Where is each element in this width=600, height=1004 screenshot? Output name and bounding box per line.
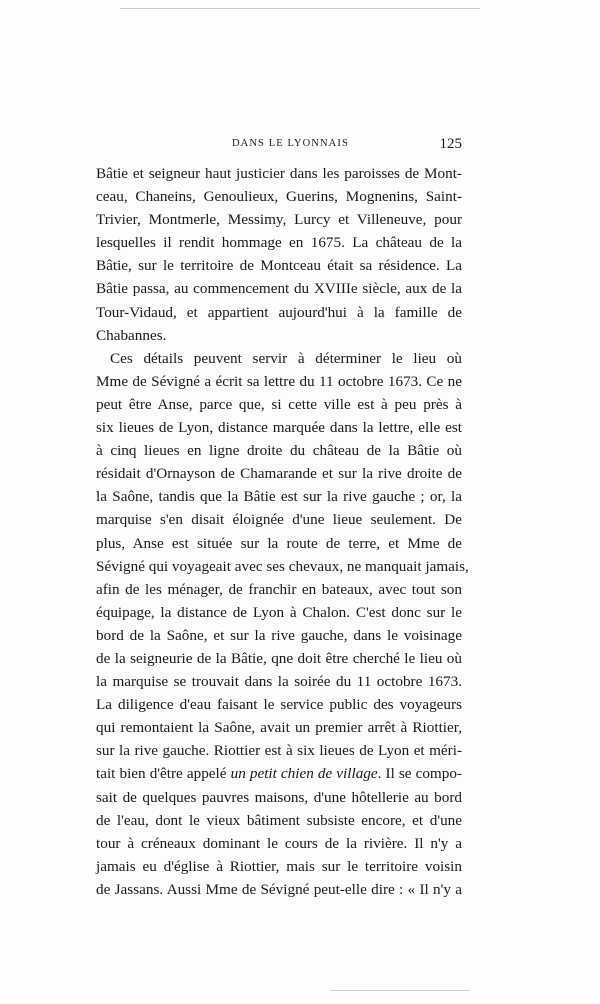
text-line: Bâtie, sur le territoire de Montceau était sa résidence. La: [96, 257, 462, 275]
text-line: ceau, Chaneins, Genoulieux, Guerins, Mognenins, Saint-: [96, 188, 462, 206]
text-line: de l'eau, dont le vieux bâtiment subsiste encore, et d'une: [96, 811, 462, 829]
running-head: [96, 136, 462, 156]
text-line: Ces détails peuvent servir à déterminer le lieu où: [110, 349, 462, 367]
text-line: de la seigneurie de la Bâtie, qne doit être cherché le lieu où: [96, 649, 462, 667]
text-line: bord de la Saône, et sur la rive gauche, dans le voisinage: [96, 626, 462, 644]
scan-edge-bottom: [330, 990, 470, 991]
text-line: la marquise se trouvait dans la soirée du 11 octobre 1673.: [96, 673, 462, 691]
text-line: peut être Anse, parce que, si cette ville est à peu près à: [96, 395, 462, 413]
text-line: résidait d'Ornayson de Chamarande et sur la rive droite de: [96, 465, 462, 483]
text-line: qui remontaient la Saône, avait un premier arrêt à Riottier,: [96, 719, 462, 737]
page-number: 125: [439, 136, 462, 152]
text-line: Tour-Vidaud, et appartient aujourd'hui à la famille de: [96, 303, 462, 321]
text-line: afin de les ménager, de franchir en bateaux, avec tout son: [96, 580, 462, 598]
text-line: Mme de Sévigné a écrit sa lettre du 11 octobre 1673. Ce ne: [96, 372, 462, 390]
text-line: La diligence d'eau faisant le service public des voyageurs: [96, 696, 462, 714]
scan-edge-top: [120, 8, 480, 9]
running-head-title: DANS LE LYONNAIS: [232, 138, 349, 149]
text-line: de Jassans. Aussi Mme de Sévigné peut-elle dire : « Il n'y a: [96, 880, 462, 898]
text-line: [96, 762, 462, 785]
text-line: équipage, la distance de Lyon à Chalon. C'est donc sur le: [96, 603, 462, 621]
text-line: Sévigné qui voyageait avec ses chevaux, ne manquait jamais,: [96, 557, 469, 575]
text-span: tait bien d'être appelé: [96, 765, 227, 783]
text-line: Chabannes.: [96, 326, 167, 344]
text-line: à cinq lieues en ligne droite du château de la Bâtie où: [96, 442, 462, 460]
text-line: six lieues de Lyon, distance marquée dans la lettre, elle est: [96, 419, 462, 437]
text-line: tour à créneaux dominant le cours de la rivière. Il n'y a: [96, 834, 462, 852]
text-line: lesquelles il rendit hommage en 1675. La château de la: [96, 234, 462, 252]
text-line: plus, Anse est située sur la route de terre, et Mme de: [96, 534, 462, 552]
italic-phrase: un petit chien de village: [230, 765, 378, 783]
text-line: Bâtie et seigneur haut justicier dans les paroisses de Mont-: [96, 165, 462, 182]
text-line: Bâtie passa, au commencement du XVIIIe siècle, aux de la: [96, 280, 462, 298]
text-line: jamais eu d'église à Riottier, mais sur le territoire voisin: [96, 857, 462, 875]
text-line: la Saône, tandis que la Bâtie est sur la rive gauche ; or, la: [96, 488, 462, 506]
text-span: . Il se compo-: [377, 765, 462, 783]
text-line: sur la rive gauche. Riottier est à six lieues de Lyon et méri-: [96, 742, 462, 760]
text-line: sait de quelques pauvres maisons, d'une hôtellerie au bord: [96, 788, 462, 806]
body-text: [96, 162, 469, 901]
text-line: Trivier, Montmerle, Messimy, Lurcy et Villeneuve, pour: [96, 211, 462, 229]
text-line: marquise s'en disait éloignée d'une lieue seulement. De: [96, 511, 462, 529]
